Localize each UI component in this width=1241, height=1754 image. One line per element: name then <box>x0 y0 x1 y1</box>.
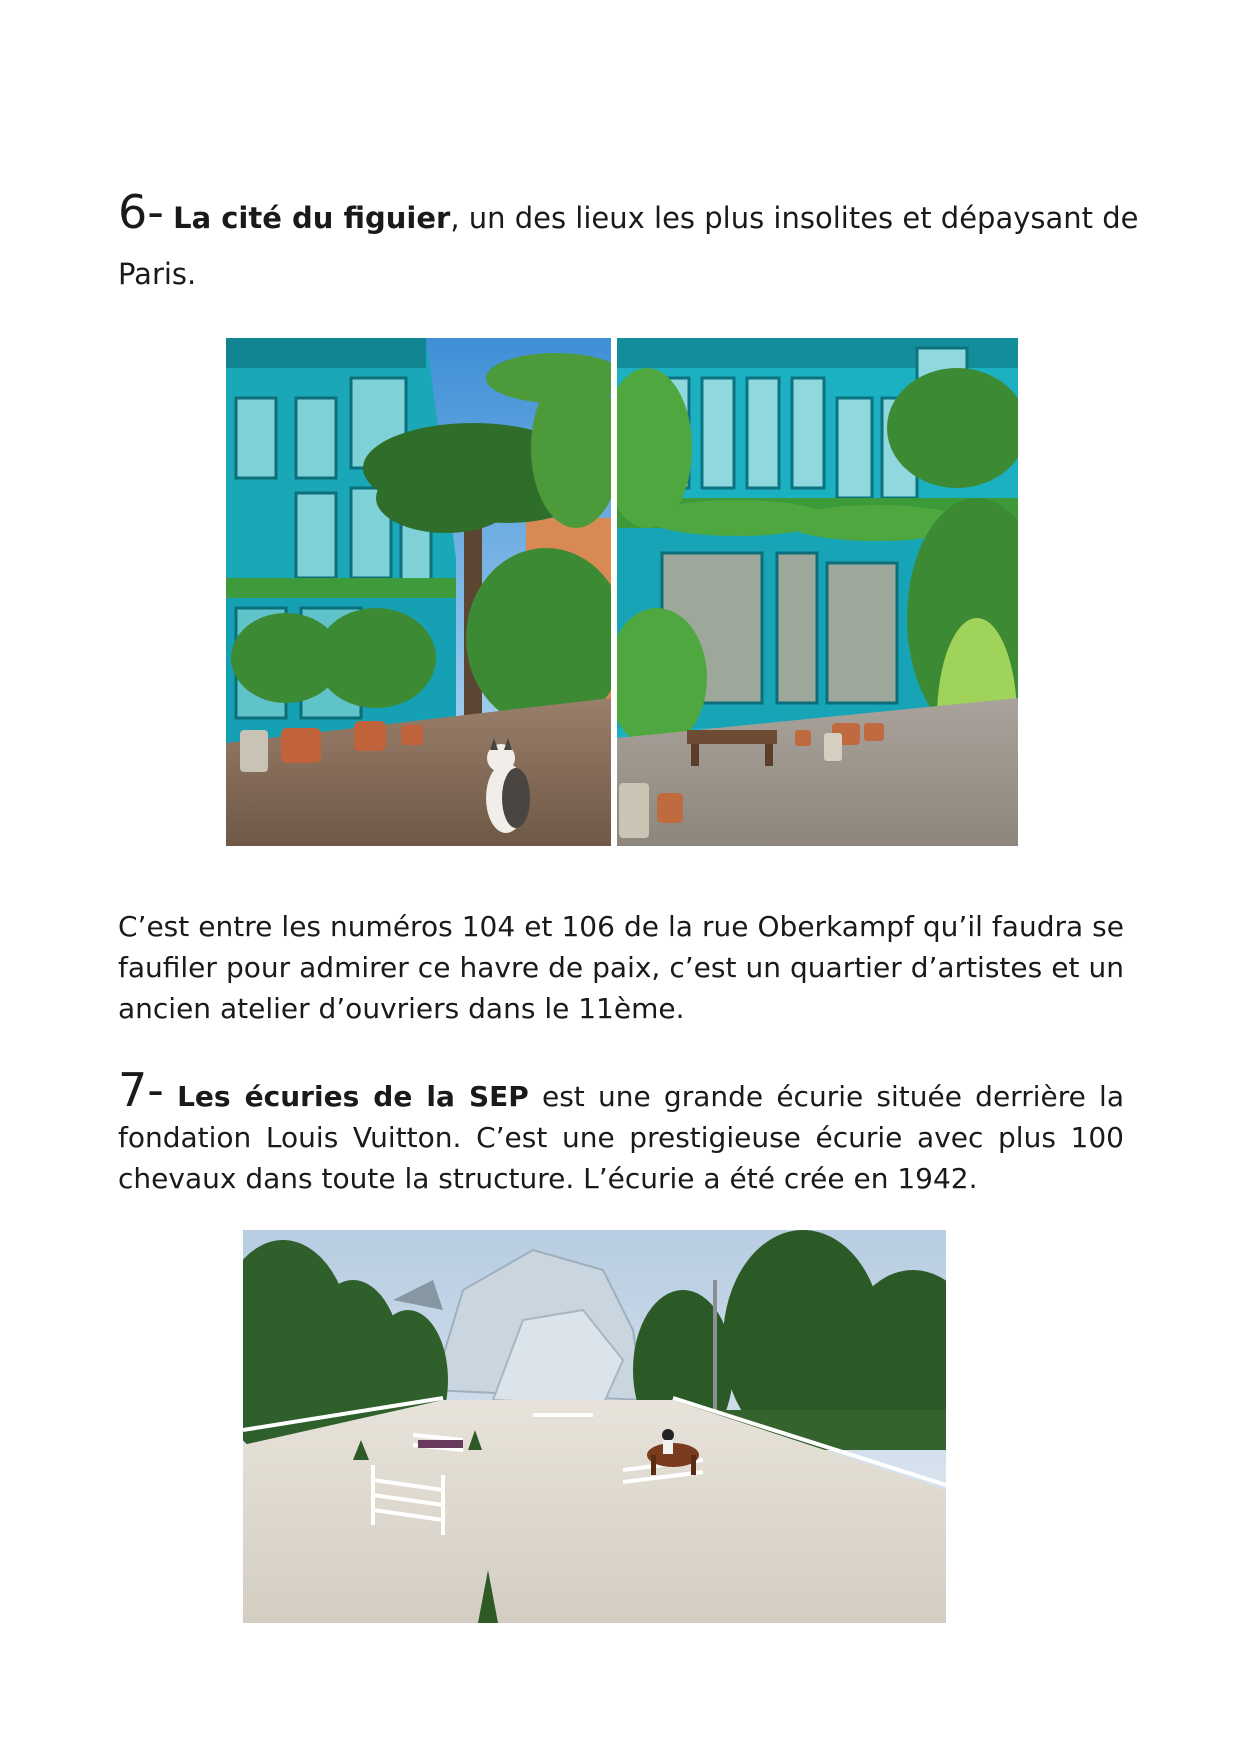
section-7-paragraph <box>118 1063 1124 1199</box>
section-6-paragraph-line: faufiler pour admirer ce havre de paix, c’est un quartier d’artistes et un <box>118 951 1124 984</box>
cite-du-figuier-photo-left <box>226 338 611 846</box>
section-6-intro-line2: Paris. <box>118 257 197 291</box>
section-6-paragraph-line: ancien atelier d’ouvriers dans le 11ème. <box>118 992 685 1025</box>
ecuries-sep-photo <box>243 1230 946 1623</box>
section-7-paragraph-line: fondation Louis Vuitton. C’est une prestigieuse écurie avec plus 100 <box>118 1121 1124 1154</box>
section-7-number: 7- <box>118 1063 164 1117</box>
section-6-paragraph <box>118 906 1124 1029</box>
section-6-heading <box>118 185 1139 240</box>
section-7-title: Les écuries de la SEP <box>177 1080 529 1113</box>
section-6-title: La cité du figuier <box>173 201 451 235</box>
section-7-first-line <box>118 1063 1124 1117</box>
section-6-number: 6- <box>118 185 164 239</box>
cite-du-figuier-photo-right <box>617 338 1018 846</box>
section-6-intro: , un des lieux les plus insolites et dépaysant de <box>450 201 1139 235</box>
section-7-paragraph-line: chevaux dans toute la structure. L’écurie a été crée en 1942. <box>118 1162 978 1195</box>
section-6-paragraph-line: C’est entre les numéros 104 et 106 de la rue Oberkampf qu’il faudra se <box>118 910 1124 943</box>
section-7-intro: est une grande écurie située derrière la <box>528 1080 1124 1113</box>
